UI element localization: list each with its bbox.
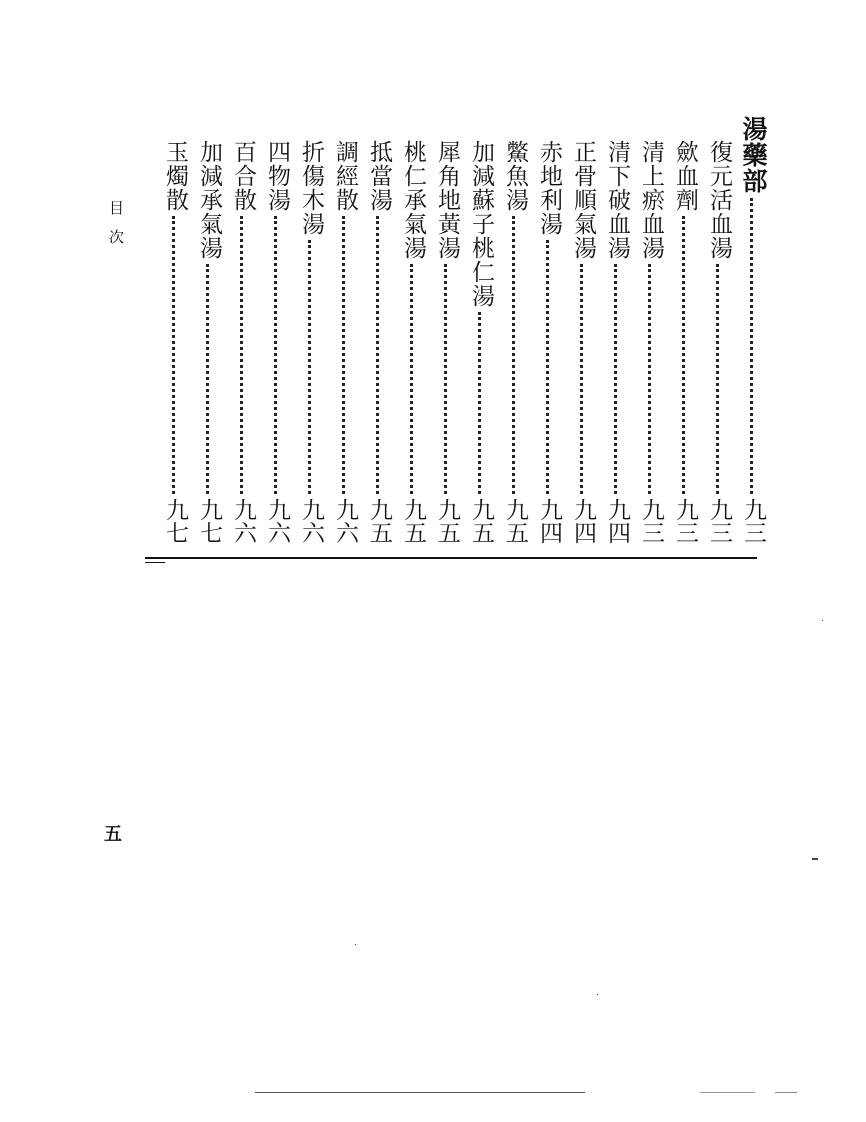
dot-leader <box>240 216 246 494</box>
dot-leader <box>172 216 178 494</box>
toc-entry-title: 加減承氣湯 <box>196 140 222 260</box>
toc-entry <box>328 116 362 544</box>
dot-leader <box>410 264 416 494</box>
table-of-contents <box>162 116 770 544</box>
toc-entry-title: 清下破血湯 <box>604 140 630 260</box>
toc-entry <box>600 116 634 544</box>
toc-entry-page: 九三 <box>638 498 664 544</box>
toc-entry <box>192 116 226 544</box>
toc-entry-title: 清上瘀血湯 <box>638 140 664 260</box>
toc-entry <box>396 116 430 544</box>
toc-entry-page: 九五 <box>434 498 460 544</box>
dot-leader <box>750 198 756 494</box>
toc-entry-page: 九五 <box>502 498 528 544</box>
scan-artifact-line <box>775 1092 797 1093</box>
dot-leader <box>444 264 450 494</box>
toc-entry <box>464 116 498 544</box>
toc-entry-title: 赤地利湯 <box>536 140 562 236</box>
scan-speck <box>597 994 598 995</box>
toc-entry <box>362 116 396 544</box>
toc-entry-title: 歛血劑 <box>672 140 698 212</box>
toc-entry-page: 九三 <box>740 498 766 544</box>
dot-leader <box>716 264 722 494</box>
toc-entry <box>260 116 294 544</box>
toc-entry-page: 九五 <box>400 498 426 544</box>
divider-tick <box>145 562 165 563</box>
toc-section-heading <box>736 116 770 544</box>
scan-speck <box>822 620 823 621</box>
dot-leader <box>512 216 518 494</box>
toc-entry <box>532 116 566 544</box>
toc-entry-page: 九四 <box>604 498 630 544</box>
dot-leader <box>682 216 688 494</box>
toc-entry-title: 桃仁承氣湯 <box>400 140 426 260</box>
toc-entry-page: 九四 <box>536 498 562 544</box>
toc-entry-page: 九七 <box>162 498 188 544</box>
page-number: 五 <box>104 824 122 845</box>
toc-entry <box>226 116 260 544</box>
toc-entry-page: 九六 <box>230 498 256 544</box>
toc-entry-title: 加減蘇子桃仁湯 <box>468 140 494 308</box>
toc-entry-title: 四物湯 <box>264 140 290 212</box>
dot-leader <box>648 264 654 494</box>
toc-entry-page: 九七 <box>196 498 222 544</box>
dot-leader <box>546 240 552 494</box>
toc-entry <box>668 116 702 544</box>
toc-entry <box>294 116 328 544</box>
toc-entry <box>498 116 532 544</box>
toc-entry <box>430 116 464 544</box>
dot-leader <box>274 216 280 494</box>
toc-entry-title: 抵當湯 <box>366 140 392 212</box>
toc-entry-page: 九六 <box>332 498 358 544</box>
toc-entry-title: 正骨順氣湯 <box>570 140 596 260</box>
toc-entry <box>634 116 668 544</box>
dot-leader <box>206 264 212 494</box>
scan-artifact-line <box>255 1092 585 1093</box>
toc-entry-page: 九五 <box>468 498 494 544</box>
scan-artifact-line <box>700 1092 755 1093</box>
toc-entry-title: 犀角地黃湯 <box>434 140 460 260</box>
toc-entry-title: 百合散 <box>230 140 256 212</box>
toc-entry <box>158 116 192 544</box>
dot-leader <box>342 216 348 494</box>
toc-entry-page: 九五 <box>366 498 392 544</box>
toc-entry-page: 九六 <box>264 498 290 544</box>
scan-speck <box>355 944 356 945</box>
toc-entry <box>566 116 600 544</box>
toc-entry-title: 玉燭散 <box>162 140 188 212</box>
toc-entry-page: 九四 <box>570 498 596 544</box>
toc-entry-title: 折傷木湯 <box>298 140 324 236</box>
toc-entry-title: 湯藥部 <box>739 116 768 194</box>
dot-leader <box>308 240 314 494</box>
toc-entry-title: 調經散 <box>332 140 358 212</box>
running-head: 目次 <box>107 200 125 258</box>
dot-leader <box>580 264 586 494</box>
toc-entry-page: 九三 <box>706 498 732 544</box>
toc-entry-title: 鱉魚湯 <box>502 140 528 212</box>
toc-entry-page: 九三 <box>672 498 698 544</box>
dot-leader <box>478 312 484 494</box>
dot-leader <box>376 216 382 494</box>
scan-speck <box>812 858 818 860</box>
toc-entry-title: 復元活血湯 <box>706 140 732 260</box>
section-divider <box>145 557 757 559</box>
toc-entry <box>702 116 736 544</box>
dot-leader <box>614 264 620 494</box>
toc-entry-page: 九六 <box>298 498 324 544</box>
